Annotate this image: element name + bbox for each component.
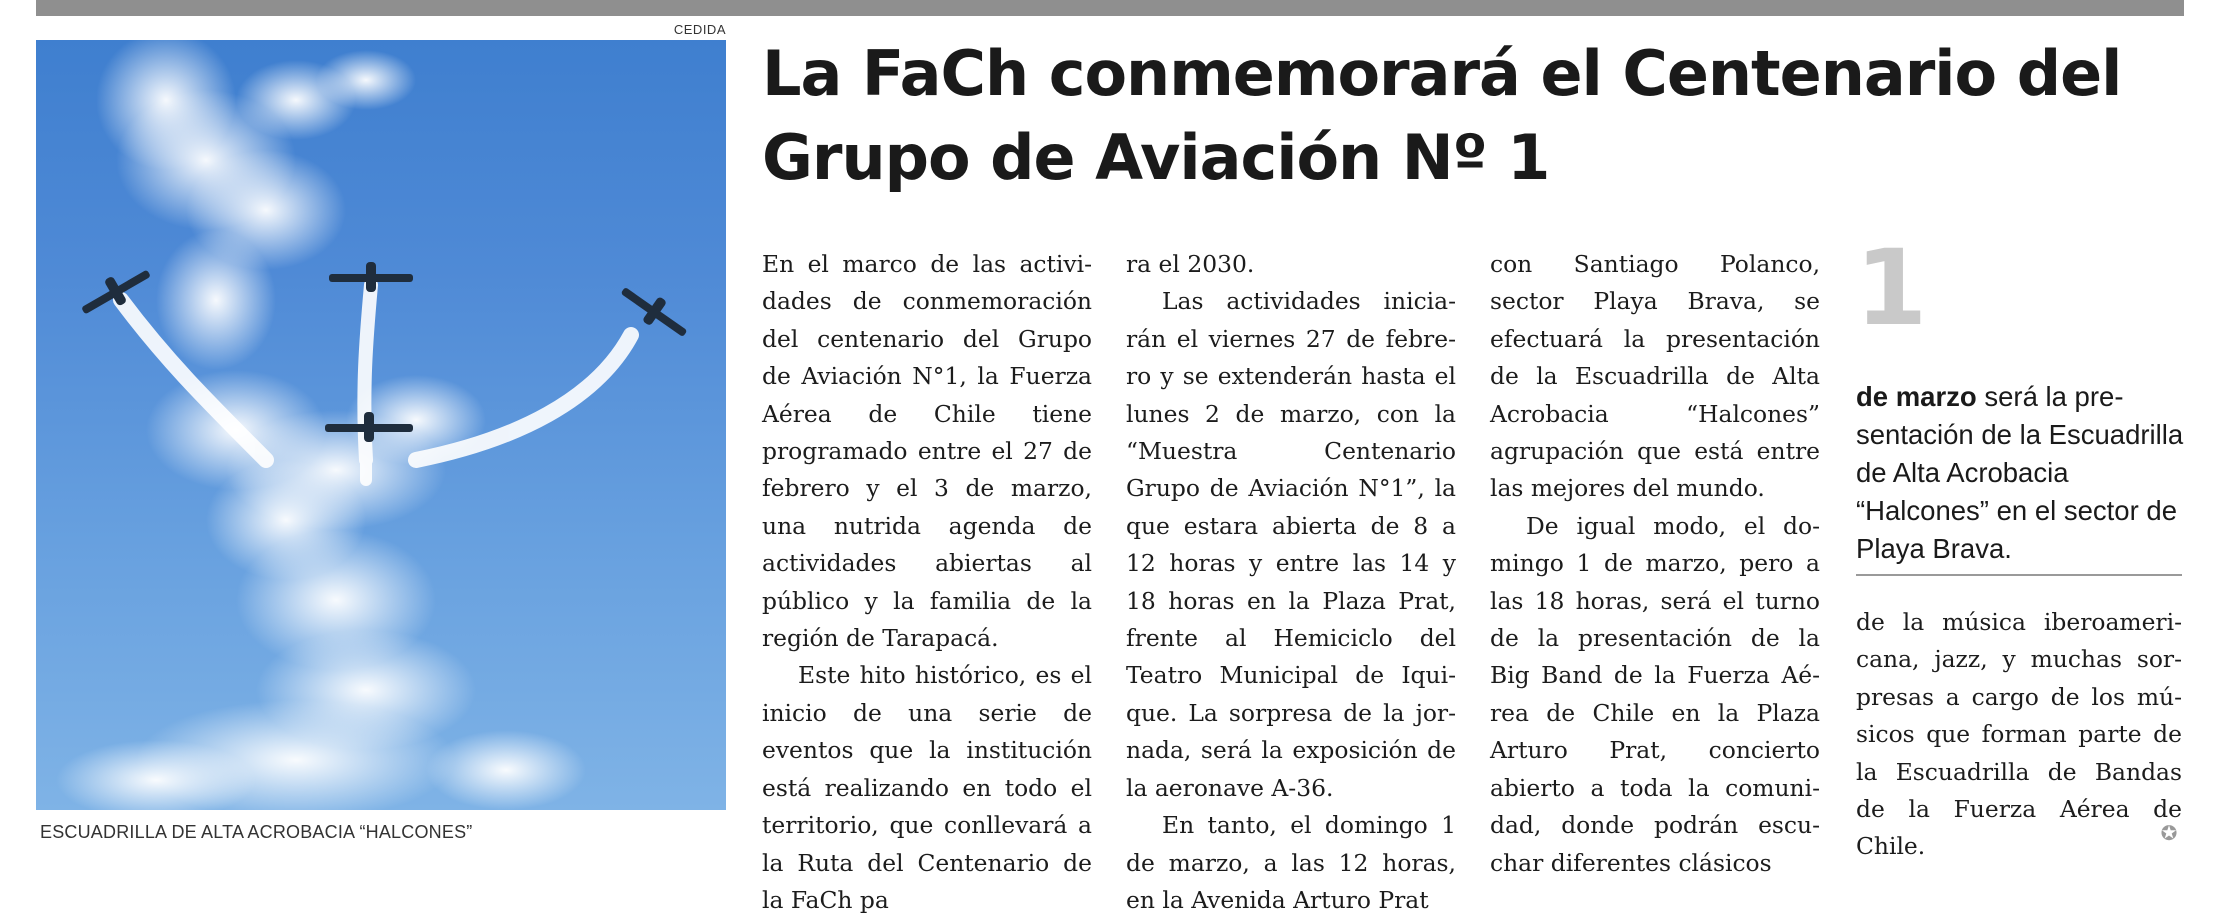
pullquote xyxy=(1856,378,2186,568)
paragraph: con Santiago Polanco, sector Playa Brava, se efectuará la presentación de la Escuadrilla de Alta Acrobacia “Halcones” agrupación que está entre las mejores del mundo. xyxy=(1490,250,1820,503)
pullquote-number: 1 xyxy=(1855,227,1928,349)
pullquote-bold: de marzo xyxy=(1856,381,1977,412)
paragraph: De igual modo, el domingo 1 de marzo, pero a las 18 horas, será el turno de la presentación de la Big Band de la Fuerza Aérea de Chile en la Plaza Arturo Prat, concierto abierto a toda la comunidad, donde podrán escuchar diferentes clásicos xyxy=(1490,511,1820,877)
paragraph: En tanto, el domingo 1 de marzo, a las 12 horas, en la Avenida Arturo Prat xyxy=(1126,811,1456,914)
top-rule xyxy=(36,0,2184,16)
smoke-trails xyxy=(56,30,586,820)
end-of-article-icon: ✪ xyxy=(2160,821,2178,845)
pullquote-divider xyxy=(1856,574,2182,576)
photo-caption: ESCUADRILLA DE ALTA ACROBACIA “HALCONES” xyxy=(40,822,473,842)
paragraph: Las actividades iniciarán el viernes 27 de febrero y se extenderán hasta el lunes 2 de marzo, con la “Muestra Centenario Grupo de Aviación N°1”, la que estara abierta de 8 a 12 horas y entre las 14 y 18 horas en la Plaza Prat, frente al Hemiciclo del Teatro Municipal de Iquique. La sorpresa de la jornada, será la exposición de la aeronave A-36. xyxy=(1126,287,1456,802)
photo-credit: CEDIDA xyxy=(673,22,726,37)
body-column-2 xyxy=(1126,246,1456,914)
paragraph: de la música iberoamericana, jazz, y muchas sorpresas a cargo de los músicos que forman parte de la Escuadrilla de Bandas de la Fuerza Aérea de Chile. xyxy=(1856,608,2182,861)
paragraph: ra el 2030. xyxy=(1126,250,1255,278)
paragraph: En el marco de las actividades de conmemoración del centenario del Grupo de Aviación N°1, la Fuerza Aérea de Chile tiene programado entre el 27 de febrero y el 3 de marzo, una nutrida agenda de actividades abiertas al público y la familia de la región de Tarapacá. xyxy=(762,250,1092,653)
body-column-4 xyxy=(1856,604,2182,864)
body-column-1 xyxy=(762,246,1092,914)
article-headline: La FaCh conmemorará el Centenario del Grupo de Aviación Nº 1 xyxy=(762,37,2122,194)
paragraph: Este hito histórico, es el inicio de una serie de eventos que la institución está realizando en todo el territorio, que conllevará a la Ruta del Centenario de la FaCh pa xyxy=(762,661,1092,914)
article-photo xyxy=(36,40,726,810)
body-column-3 xyxy=(1490,246,1820,877)
pullquote-text: será la presentación de la Escuadrilla de Alta Acrobacia “Halcones” en el sector de Playa Brava. xyxy=(1856,381,2184,564)
